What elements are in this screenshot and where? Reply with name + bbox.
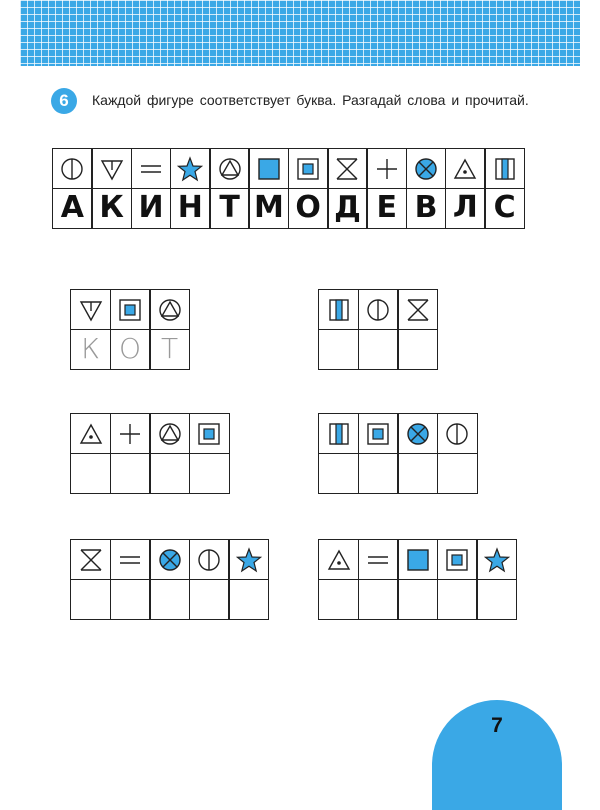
answer-cell[interactable]	[358, 579, 399, 620]
puzzle-symbol-cell	[70, 413, 111, 454]
triangle-dot-icon	[78, 421, 104, 447]
square-in-square-icon	[365, 421, 391, 447]
key-letter-cell	[91, 188, 132, 229]
key-symbol-cell	[131, 148, 172, 189]
answer-cell[interactable]	[437, 579, 478, 620]
key-letter-cell	[484, 188, 525, 229]
key-letter: С	[493, 190, 516, 225]
puzzle-symbol-cell	[110, 289, 151, 330]
key-letter-cell	[170, 188, 211, 229]
puzzle-symbol-cell	[318, 413, 359, 454]
puzzle-symbol-cell	[228, 539, 269, 580]
hourglass-icon	[334, 156, 360, 182]
key-letter: В	[414, 190, 438, 225]
puzzle-symbol-cell	[437, 539, 478, 580]
key-letter-cell	[209, 188, 250, 229]
key-letter-cell	[327, 188, 368, 229]
filled-square-icon	[256, 156, 282, 182]
circle-triangle-icon	[157, 297, 183, 323]
circle-vline-icon	[59, 156, 85, 182]
circle-vline-icon	[196, 547, 222, 573]
puzzle-symbol-cell	[397, 539, 438, 580]
answer-cell[interactable]	[110, 329, 151, 370]
puzzle-symbol-cell	[189, 539, 230, 580]
puzzle-symbol-cell	[149, 413, 190, 454]
answer-cell[interactable]	[70, 453, 111, 494]
puzzle-symbol-cell	[189, 413, 230, 454]
answer-cell[interactable]	[397, 453, 438, 494]
square-in-square-icon	[196, 421, 222, 447]
key-symbol-cell	[248, 148, 289, 189]
puzzle-symbol-cell	[70, 539, 111, 580]
handwritten-letter: К	[81, 332, 100, 365]
square-in-square-icon	[295, 156, 321, 182]
answer-cell[interactable]	[70, 329, 111, 370]
key-letter: К	[99, 190, 124, 225]
key-symbol-cell	[366, 148, 407, 189]
key-symbol-cell	[91, 148, 132, 189]
key-symbol-cell	[288, 148, 329, 189]
plus-icon	[117, 421, 143, 447]
star-icon	[236, 547, 262, 573]
square-in-square-icon	[444, 547, 470, 573]
key-letter-cell	[131, 188, 172, 229]
answer-cell[interactable]	[397, 579, 438, 620]
key-symbol-cell	[327, 148, 368, 189]
circle-triangle-icon	[157, 421, 183, 447]
key-letter: Н	[177, 190, 203, 225]
key-letter-cell	[406, 188, 447, 229]
key-symbol-cell	[170, 148, 211, 189]
key-letter: О	[295, 190, 321, 225]
key-letter-cell	[288, 188, 329, 229]
circle-vline-icon	[365, 297, 391, 323]
answer-cell[interactable]	[110, 453, 151, 494]
answer-cell[interactable]	[358, 329, 399, 370]
key-letter: М	[253, 190, 284, 225]
circle-triangle-icon	[217, 156, 243, 182]
puzzle-symbol-cell	[397, 289, 438, 330]
task-instruction: Каждой фигуре соответствует буква. Разгадай слова и прочитай.	[92, 92, 529, 108]
puzzle-symbol-cell	[318, 289, 359, 330]
task-number-badge: 6	[51, 88, 77, 114]
equals-icon	[365, 547, 391, 573]
puzzle-symbol-cell	[149, 539, 190, 580]
key-letter-cell	[52, 188, 93, 229]
key-symbol-cell	[484, 148, 525, 189]
circle-x-icon	[157, 547, 183, 573]
answer-cell[interactable]	[149, 329, 190, 370]
key-letter: А	[60, 190, 84, 225]
exercise-5	[70, 539, 269, 620]
puzzle-symbol-cell	[110, 413, 151, 454]
puzzle-symbol-cell	[318, 539, 359, 580]
answer-cell[interactable]	[318, 453, 359, 494]
circle-x-icon	[413, 156, 439, 182]
equals-icon	[138, 156, 164, 182]
puzzle-symbol-cell	[70, 289, 111, 330]
triangle-down-icon	[99, 156, 125, 182]
handwritten-letter: Т	[160, 332, 179, 365]
key-symbol-cell	[445, 148, 486, 189]
answer-cell[interactable]	[70, 579, 111, 620]
triangle-dot-icon	[452, 156, 478, 182]
puzzle-symbol-cell	[397, 413, 438, 454]
puzzle-symbol-cell	[110, 539, 151, 580]
page-number-tab	[432, 700, 562, 810]
triangle-down-icon	[78, 297, 104, 323]
puzzle-symbol-cell	[149, 289, 190, 330]
answer-cell[interactable]	[228, 579, 269, 620]
handwritten-letter: О	[118, 332, 142, 365]
answer-cell[interactable]	[397, 329, 438, 370]
circle-vline-icon	[444, 421, 470, 447]
answer-cell[interactable]	[318, 329, 359, 370]
equals-icon	[117, 547, 143, 573]
header-grid-band	[20, 0, 580, 66]
answer-cell[interactable]	[318, 579, 359, 620]
key-letter: Л	[452, 190, 478, 225]
answer-cell[interactable]	[358, 453, 399, 494]
answer-cell[interactable]	[149, 579, 190, 620]
key-symbol-cell	[209, 148, 250, 189]
hourglass-icon	[78, 547, 104, 573]
exercise-3	[70, 413, 230, 494]
square-in-square-icon	[117, 297, 143, 323]
exercise-4	[318, 413, 478, 494]
key-letter: И	[138, 190, 164, 225]
key-letter: Т	[219, 190, 240, 225]
striped-rect-icon	[492, 156, 518, 182]
key-symbol-cell	[406, 148, 447, 189]
puzzle-symbol-cell	[358, 413, 399, 454]
plus-icon	[374, 156, 400, 182]
star-icon	[177, 156, 203, 182]
key-letter: Е	[376, 190, 398, 225]
puzzle-symbol-cell	[476, 539, 517, 580]
triangle-dot-icon	[326, 547, 352, 573]
key-letter-cell	[366, 188, 407, 229]
striped-rect-icon	[326, 421, 352, 447]
symbol-letter-key	[52, 148, 525, 229]
key-letter-cell	[445, 188, 486, 229]
striped-rect-icon	[326, 297, 352, 323]
exercise-2	[318, 289, 438, 370]
answer-cell[interactable]	[189, 453, 230, 494]
answer-cell[interactable]	[110, 579, 151, 620]
answer-cell[interactable]	[476, 579, 517, 620]
puzzle-symbol-cell	[437, 413, 478, 454]
answer-cell[interactable]	[149, 453, 190, 494]
exercise-6	[318, 539, 517, 620]
key-symbol-cell	[52, 148, 93, 189]
filled-square-icon	[405, 547, 431, 573]
hourglass-icon	[405, 297, 431, 323]
star-icon	[484, 547, 510, 573]
circle-x-icon	[405, 421, 431, 447]
key-letter-cell	[248, 188, 289, 229]
page-number: 7	[491, 714, 503, 737]
puzzle-symbol-cell	[358, 289, 399, 330]
answer-cell[interactable]	[189, 579, 230, 620]
answer-cell[interactable]	[437, 453, 478, 494]
exercise-1	[70, 289, 190, 370]
puzzle-symbol-cell	[358, 539, 399, 580]
key-letter: Д	[334, 190, 361, 225]
